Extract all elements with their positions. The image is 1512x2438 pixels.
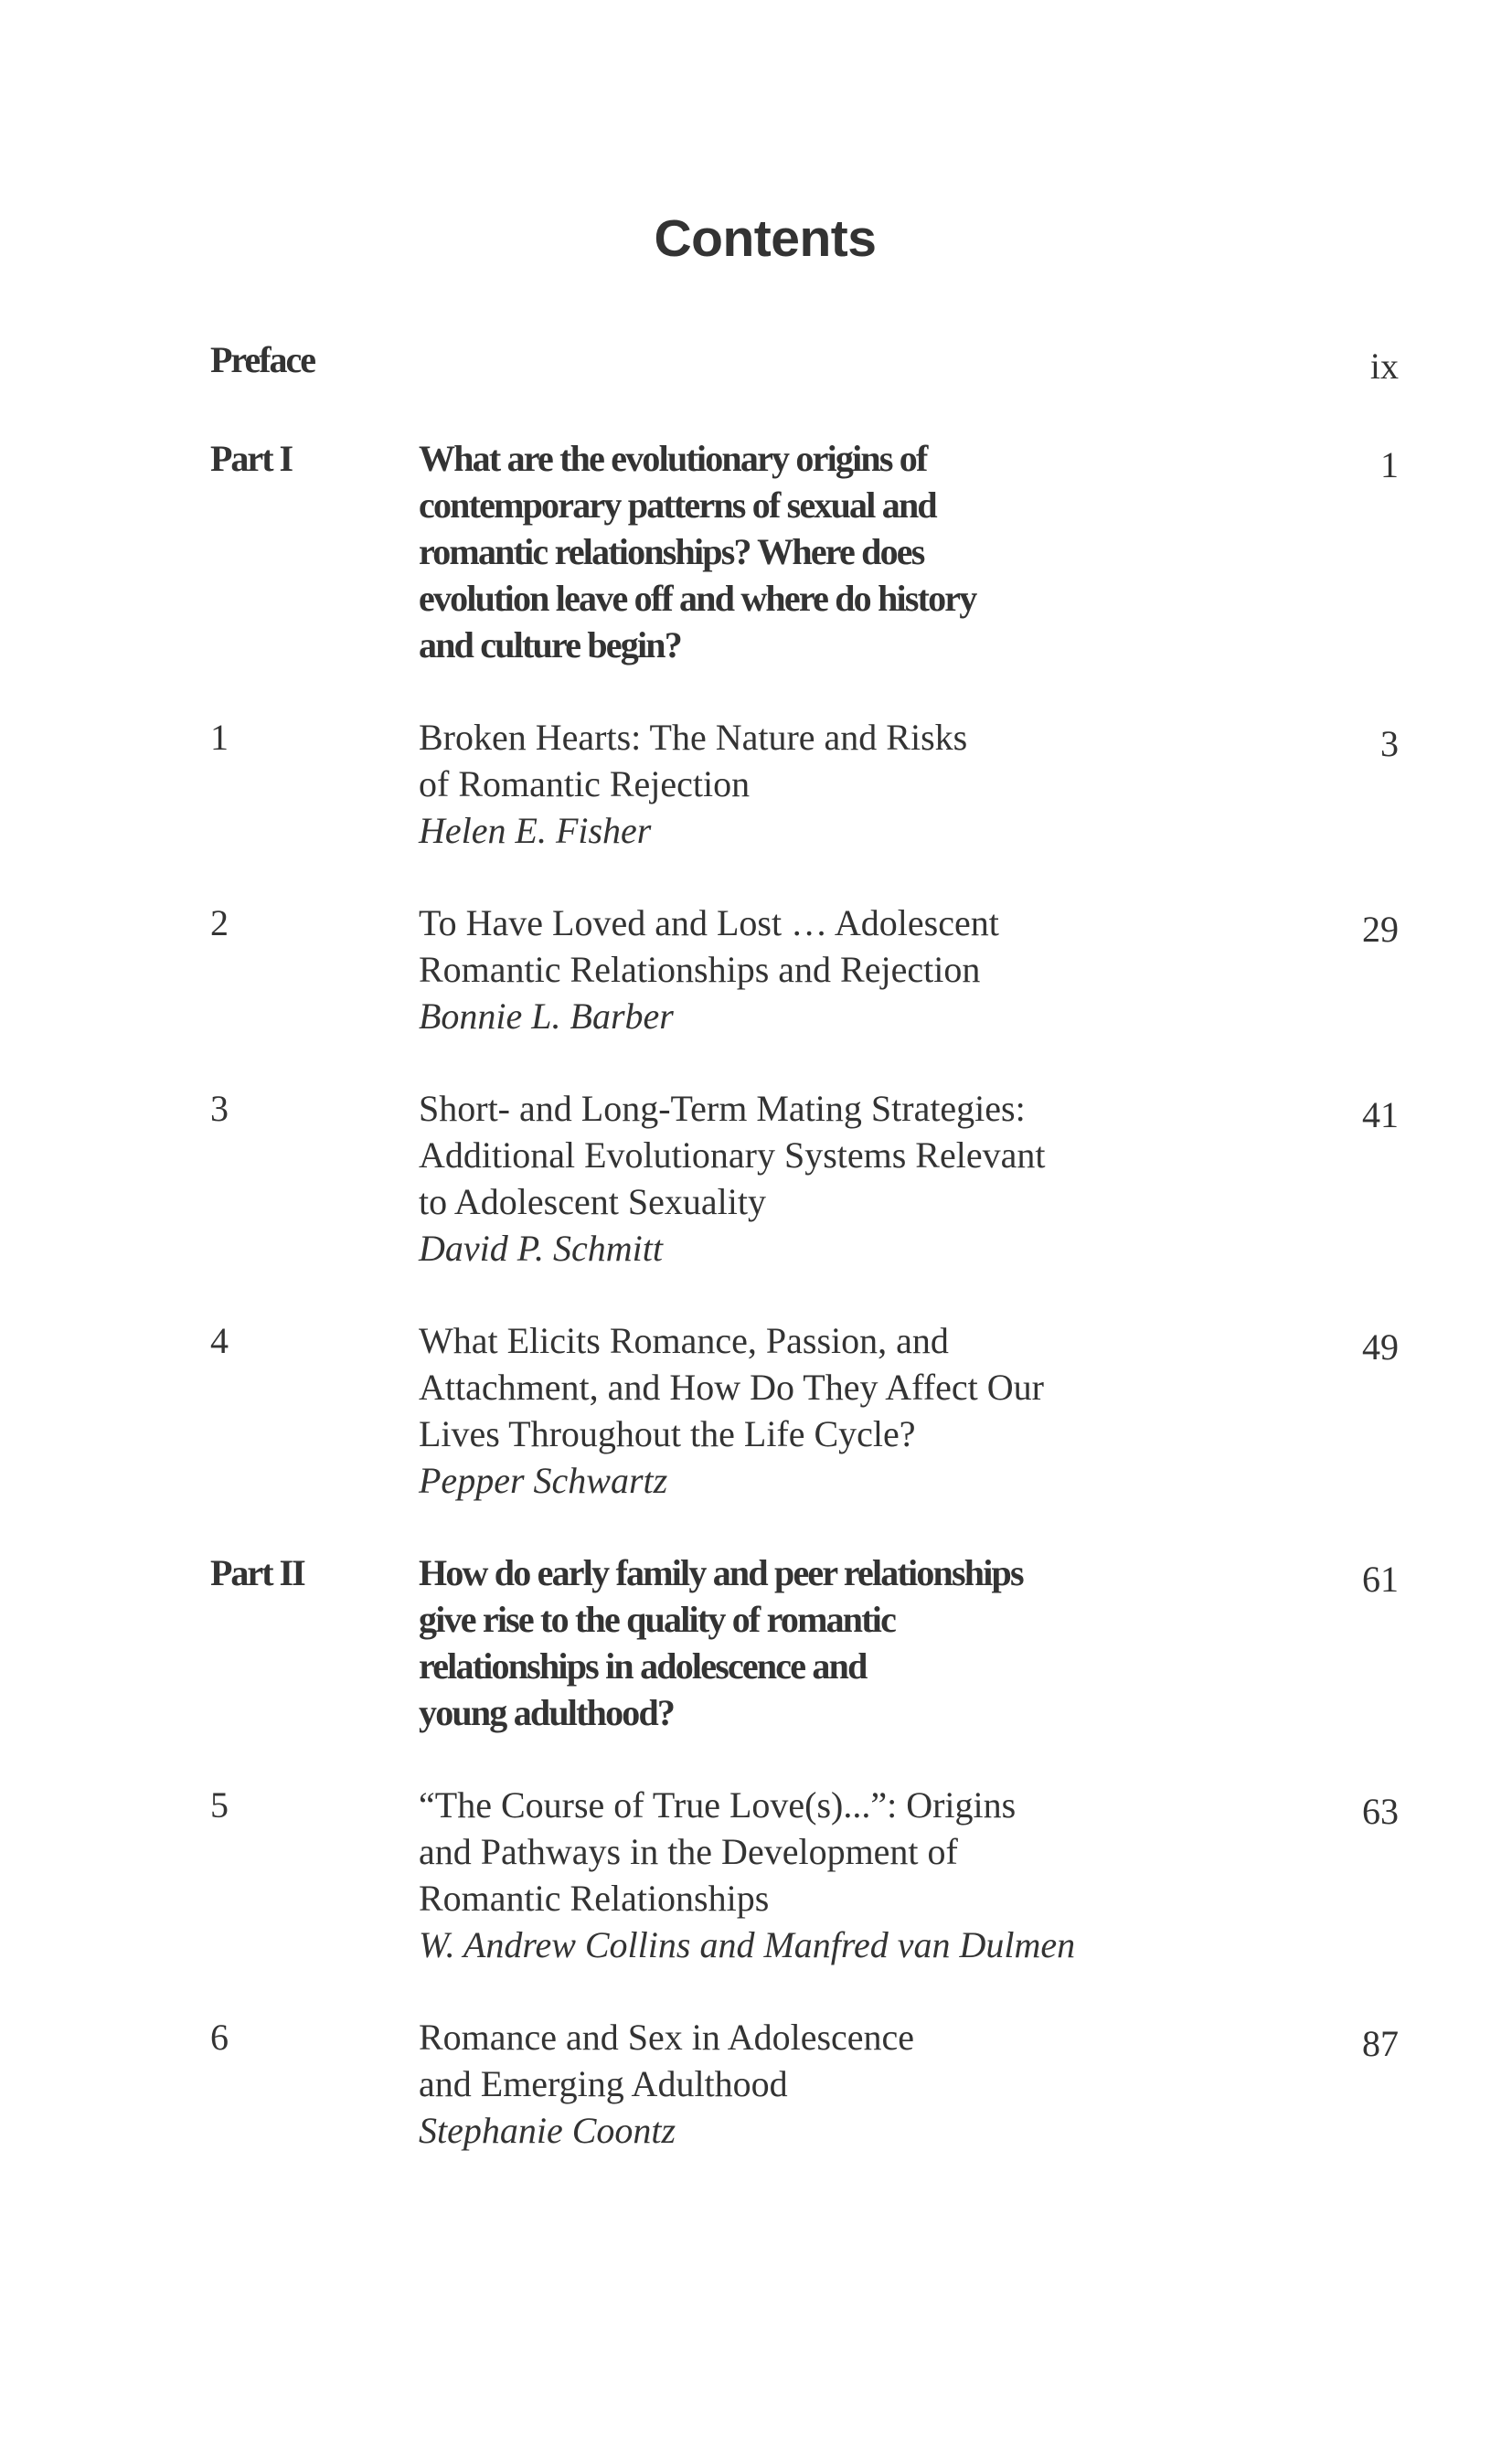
chapter-title-line: Short- and Long-Term Mating Strategies: <box>419 1088 1026 1129</box>
toc-label: 3 <box>210 1088 229 1129</box>
toc-entry-part-2 <box>210 1549 1399 1736</box>
chapter-title-line: Lives Throughout the Life Cycle? <box>419 1413 916 1454</box>
toc-label: Part I <box>210 438 293 479</box>
toc-entry-chapter-2 <box>210 900 1399 1039</box>
chapter-title-line: What Elicits Romance, Passion, and <box>419 1320 949 1361</box>
toc-page-number: 49 <box>1362 1326 1399 1368</box>
toc-body <box>419 435 1333 668</box>
toc-entry-chapter-5 <box>210 1782 1399 1968</box>
chapter-title-line: to Adolescent Sexuality <box>419 1181 766 1222</box>
part-title-line: romantic relationships? Where does <box>419 531 924 572</box>
toc-entry-preface <box>210 336 1399 389</box>
toc-entry-chapter-6 <box>210 2014 1399 2154</box>
chapter-author: Bonnie L. Barber <box>419 995 674 1037</box>
part-title-line: What are the evolutionary origins of <box>419 438 927 479</box>
toc-entry-chapter-3 <box>210 1085 1399 1272</box>
chapter-title-line: Attachment, and How Do They Affect Our <box>419 1367 1044 1408</box>
toc-page-number: 87 <box>1362 2023 1399 2064</box>
chapter-title-line: Broken Hearts: The Nature and Risks <box>419 717 968 758</box>
toc-page-number: 1 <box>1380 444 1399 485</box>
toc-label: 4 <box>210 1320 229 1361</box>
page-title: Contents <box>654 209 877 268</box>
chapter-author: Helen E. Fisher <box>419 810 652 851</box>
toc-body <box>419 2014 1333 2154</box>
chapter-title-line: Romance and Sex in Adolescence <box>419 2017 915 2058</box>
chapter-title-line: Romantic Relationships <box>419 1878 770 1919</box>
chapter-title-line: “The Course of True Love(s)...”: Origins <box>419 1784 1017 1826</box>
toc-page-number: 29 <box>1362 909 1399 950</box>
toc-entry-part-1 <box>210 435 1399 668</box>
chapter-title-line: Romantic Relationships and Rejection <box>419 949 981 990</box>
toc-page-number: 41 <box>1362 1094 1399 1135</box>
part-title-line: give rise to the quality of romantic <box>419 1599 896 1640</box>
chapter-title-line: To Have Loved and Lost … Adolescent <box>419 902 999 943</box>
toc-body <box>419 900 1333 1039</box>
toc-entry-chapter-1 <box>210 714 1399 854</box>
toc-body <box>419 1317 1333 1504</box>
part-title-line: young adulthood? <box>419 1692 675 1733</box>
toc-body <box>419 1085 1333 1272</box>
chapter-author: Pepper Schwartz <box>419 1460 668 1501</box>
toc-page-number: 63 <box>1362 1791 1399 1832</box>
part-title-line: relationships in adolescence and <box>419 1645 867 1687</box>
toc-page-number: 61 <box>1362 1559 1399 1600</box>
part-title-line: and culture begin? <box>419 624 681 665</box>
chapter-author: David P. Schmitt <box>419 1228 664 1269</box>
toc-page-number: 3 <box>1380 723 1399 764</box>
chapter-author: Stephanie Coontz <box>419 2110 676 2151</box>
toc-label: Part II <box>210 1552 304 1593</box>
toc-label: 1 <box>210 717 229 758</box>
chapter-title-line: and Pathways in the Development of <box>419 1831 958 1872</box>
part-title-line: evolution leave off and where do history <box>419 578 976 619</box>
toc-body <box>419 1782 1333 1968</box>
toc-label: 5 <box>210 1784 229 1826</box>
toc-body <box>419 1549 1333 1736</box>
part-title-line: contemporary patterns of sexual and <box>419 484 936 526</box>
toc-body <box>419 714 1333 854</box>
toc-label: 6 <box>210 2017 229 2058</box>
toc-label: Preface <box>210 339 315 380</box>
table-of-contents <box>210 336 1399 2154</box>
toc-entry-chapter-4 <box>210 1317 1399 1504</box>
toc-page-number: ix <box>1369 346 1399 387</box>
part-title-line: How do early family and peer relationships <box>419 1552 1023 1593</box>
chapter-title-line: of Romantic Rejection <box>419 763 751 804</box>
chapter-title-line: Additional Evolutionary Systems Relevant <box>419 1134 1046 1176</box>
toc-label: 2 <box>210 902 229 943</box>
chapter-title-line: and Emerging Adulthood <box>419 2063 788 2104</box>
chapter-author: W. Andrew Collins and Manfred van Dulmen <box>419 1924 1076 1965</box>
